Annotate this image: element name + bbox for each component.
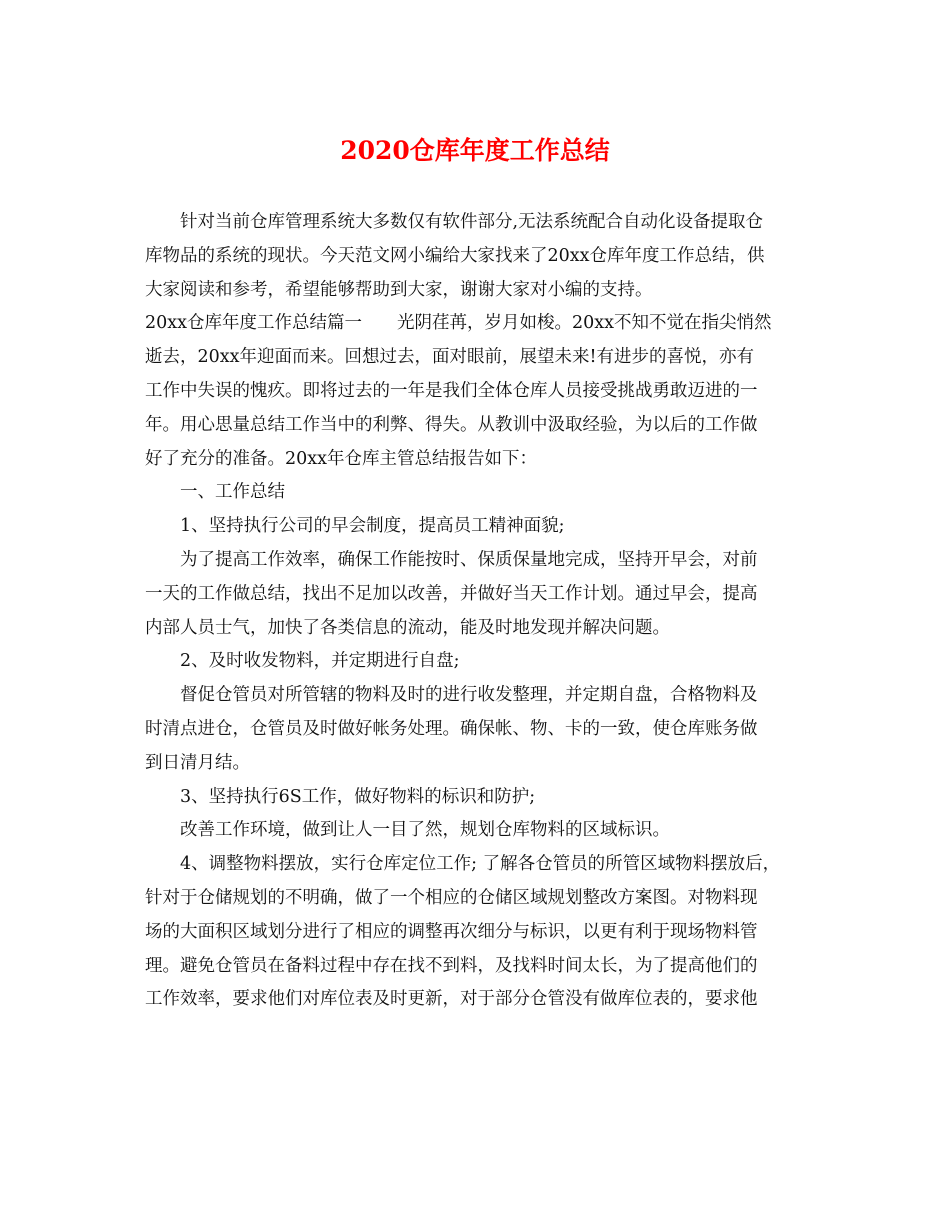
text-line: 工作中失误的愧疚。即将过去的一年是我们全体仓库人员接受挑战勇敢迈进的一 [145,380,758,401]
text-line: 为了提高工作效率，确保工作能按时、保质保量地完成，坚持开早会，对前 [180,549,758,570]
text-line: 场的大面积区域划分进行了相应的调整再次细分与标识，以更有利于现场物料管 [145,921,758,942]
document-title: 2020仓库年度工作总结 [340,136,610,165]
text-line: 2、及时收发物料，并定期进行自盘; [180,651,460,672]
text-line: 理。避免仓管员在备料过程中存在找不到料，及找料时间太长，为了提高他们的 [145,955,758,976]
text-line: 时清点进仓，仓管员及时做好帐务处理。确保帐、物、卡的一致，使仓库账务做 [145,718,758,739]
text-line: 好了充分的准备。20xx年仓库主管总结报告如下： [145,448,538,469]
document-body [145,206,825,1017]
text-line: 内部人员士气，加快了各类信息的流动，能及时地发现并解决问题。 [145,617,670,638]
text-line: 20xx仓库年度工作总结篇一 光阴荏苒，岁月如梭。20xx不知不觉在指尖悄然 [145,313,772,334]
text-line: 4、调整物料摆放，实行仓库定位工作; 了解各仓管员的所管区域物料摆放后， [180,854,781,875]
text-line: 针对于仓储规划的不明确，做了一个相应的仓储区域规划整改方案图。对物料现 [145,887,758,908]
text-line: 针对当前仓库管理系统大多数仅有软件部分,无法系统配合自动化设备提取仓 [180,212,764,232]
text-line: 大家阅读和参考，希望能够帮助到大家，谢谢大家对小编的支持。 [145,279,653,300]
text-line: 一、工作总结 [180,482,285,503]
text-line: 到日清月结。 [145,752,250,773]
text-line: 一天的工作做总结，找出不足加以改善，并做好当天工作计划。通过早会，提高 [145,583,758,604]
text-line: 工作效率，要求他们对库位表及时更新，对于部分仓管没有做库位表的，要求他 [145,989,758,1010]
text-line: 改善工作环境，做到让人一目了然，规划仓库物料的区域标识。 [180,820,670,841]
text-line: 督促仓管员对所管辖的物料及时的进行收发整理，并定期自盘，合格物料及 [180,685,758,706]
text-line: 逝去，20xx年迎面而来。回想过去，面对眼前，展望未来!有进步的喜悦，亦有 [145,347,755,368]
text-line: 3、坚持执行6S工作，做好物料的标识和防护; [180,786,536,807]
text-line: 1、坚持执行公司的早会制度，提高员工精神面貌; [180,516,565,537]
text-line: 库物品的系统的现状。今天范文网小编给大家找来了20xx仓库年度工作总结，供 [145,245,765,266]
text-line: 年。用心思量总结工作当中的利弊、得失。从教训中汲取经验，为以后的工作做 [145,414,758,435]
